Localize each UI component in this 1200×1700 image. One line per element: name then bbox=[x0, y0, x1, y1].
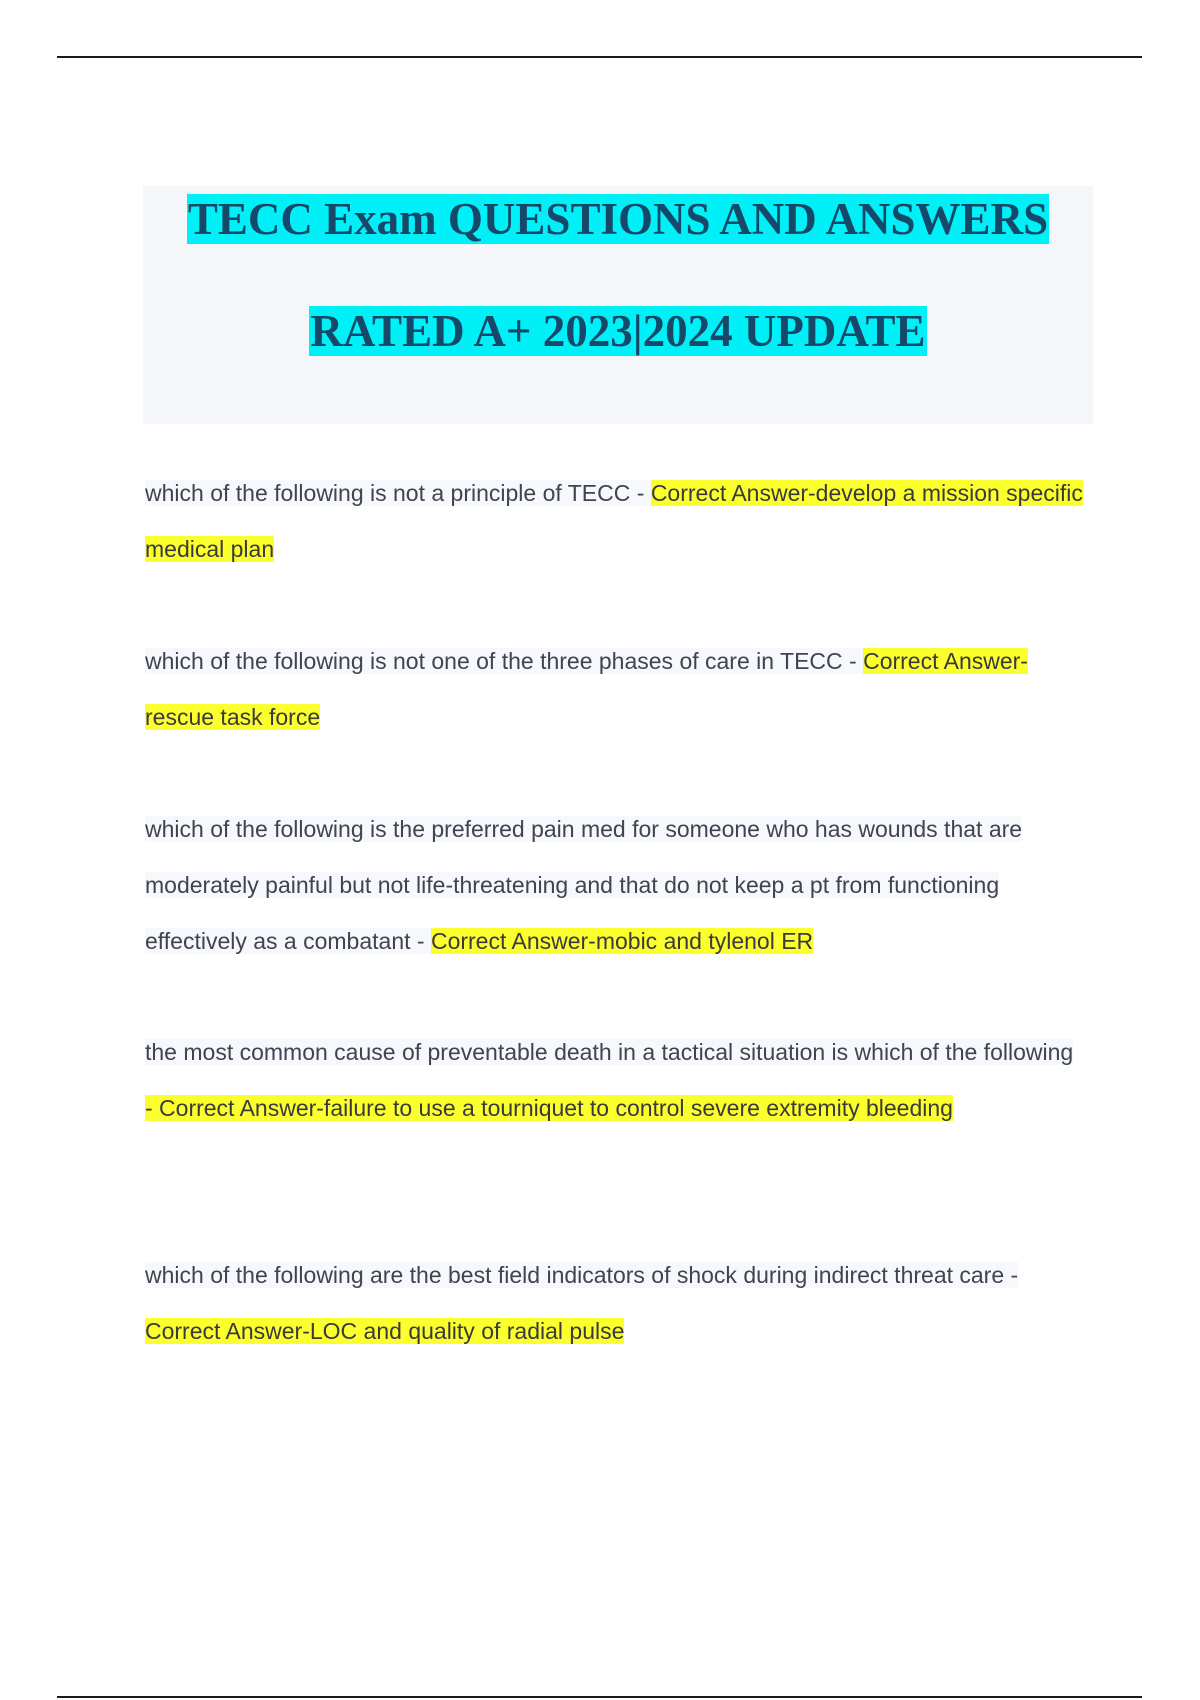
qa-item bbox=[145, 1024, 1085, 1136]
answer-text: Correct Answer-mobic and tylenol ER bbox=[430, 928, 814, 954]
qa-item bbox=[145, 1247, 1085, 1359]
answer-text: Correct Answer-develop a mission specific medical plan bbox=[145, 480, 1083, 562]
question-text: which of the following are the best field indicators of shock during indirect threat care - bbox=[145, 1262, 1019, 1288]
answer-text: - Correct Answer-failure to use a tourniquet to control severe extremity bleeding bbox=[145, 1095, 953, 1121]
question-text: which of the following is not one of the three phases of care in TECC - bbox=[145, 648, 864, 674]
qa-item bbox=[145, 633, 1085, 745]
question-text: the most common cause of preventable death in a tactical situation is which of the following bbox=[145, 1039, 1074, 1065]
top-rule bbox=[57, 56, 1142, 58]
question-text: which of the following is the preferred pain med for someone who has wounds that are moderately painful but not life-threatening and that do not keep a pt from functioning effectively as a combatant - bbox=[145, 816, 1023, 954]
question-text: which of the following is not a principle of TECC - bbox=[145, 480, 651, 506]
answer-text: Correct Answer-rescue task force bbox=[145, 648, 1028, 730]
title-highlight-1: TECC Exam QUESTIONS AND ANSWERS bbox=[187, 194, 1049, 244]
page-title-line-1 bbox=[143, 191, 1093, 247]
title-highlight-2: RATED A+ 2023|2024 UPDATE bbox=[310, 306, 926, 356]
bottom-rule bbox=[57, 1696, 1142, 1698]
answer-text: Correct Answer-LOC and quality of radial pulse bbox=[145, 1318, 625, 1344]
qa-item bbox=[145, 801, 1085, 969]
page-title-line-2 bbox=[143, 303, 1093, 359]
title-block bbox=[143, 186, 1093, 424]
qa-item bbox=[145, 465, 1085, 577]
